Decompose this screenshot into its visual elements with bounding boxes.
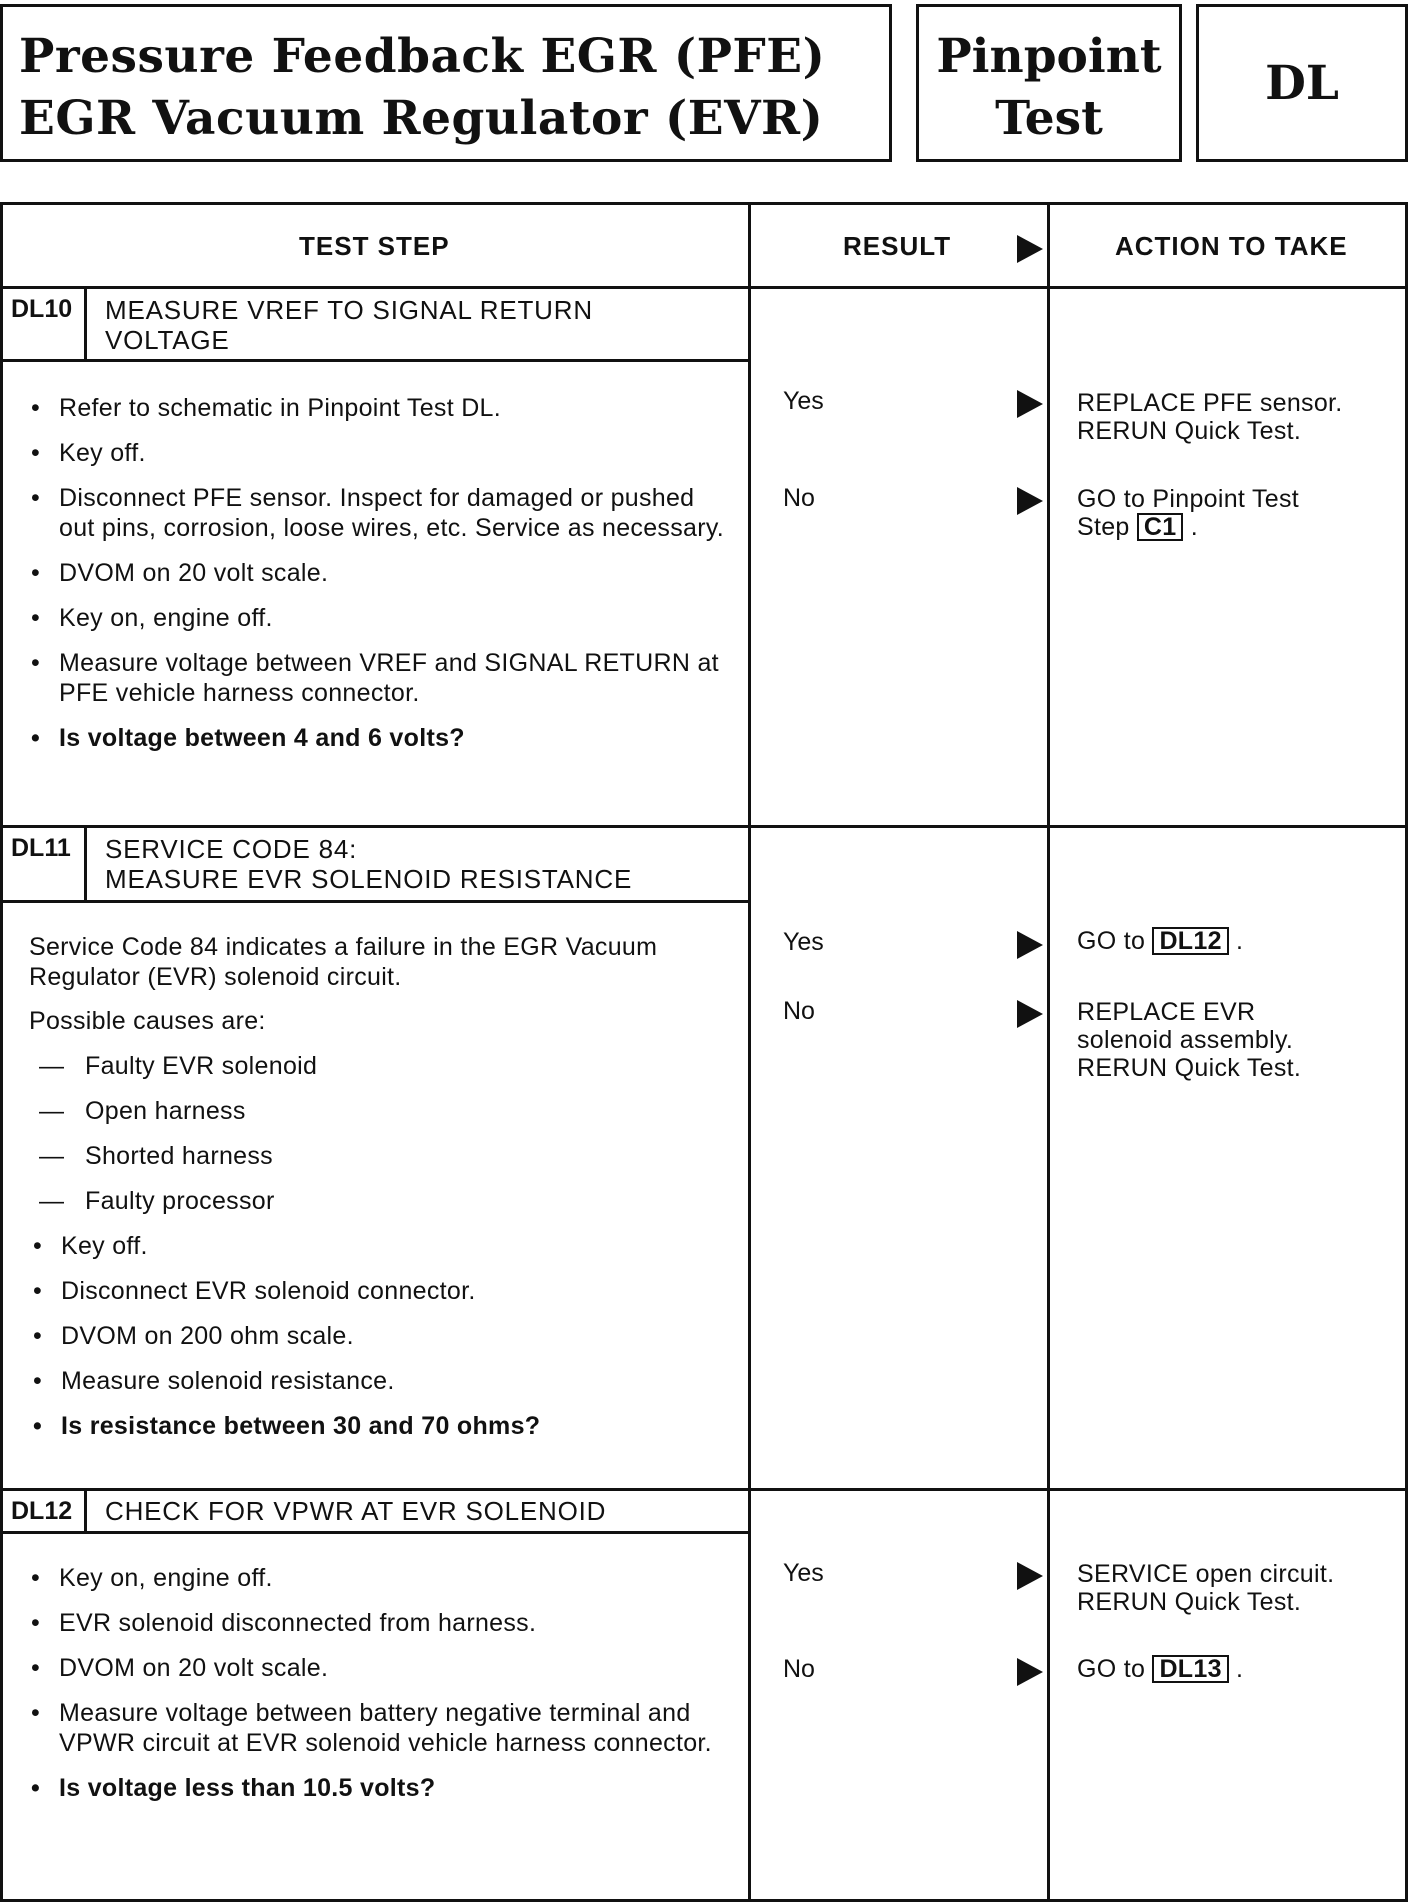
cause-item: — Faulty processor	[39, 1187, 275, 1215]
arrow-icon	[1017, 1562, 1043, 1590]
list-item: • Key on, engine off.	[31, 1564, 273, 1592]
action-text	[1077, 1655, 1397, 1683]
item-text: Measure solenoid resistance.	[61, 1367, 395, 1395]
result-yes: Yes	[783, 1559, 824, 1587]
title-line-1: Pressure Feedback EGR (PFE)	[19, 29, 826, 84]
item-text: Is voltage between 4 and 6 volts?	[59, 724, 465, 752]
list-item: • Refer to schematic in Pinpoint Test DL.	[31, 394, 501, 422]
step-instructions	[27, 393, 737, 768]
step-title-line: MEASURE EVR SOLENOID RESISTANCE	[105, 864, 633, 894]
item-text: Measure voltage between battery negative terminal and VPWR circuit at EVR solenoid vehicle harness connector.	[59, 1699, 712, 1757]
test-label: Test	[995, 91, 1103, 146]
action-line	[1077, 513, 1397, 541]
test-code-box	[1196, 4, 1408, 162]
list-item: • Disconnect PFE sensor. Inspect for damaged or pushed out pins, corrosion, loose wires, etc. Service as necessary.	[31, 484, 725, 542]
step-title	[105, 1496, 606, 1526]
list-item: • EVR solenoid disconnected from harness.	[31, 1609, 537, 1637]
item-text: Is voltage less than 10.5 volts?	[59, 1774, 436, 1802]
item-text: Is resistance between 30 and 70 ohms?	[61, 1412, 541, 1440]
item-text: Key on, engine off.	[59, 604, 273, 632]
list-item: • Key off.	[33, 1232, 148, 1260]
action-prefix: Step	[1077, 513, 1130, 541]
intro-text: Service Code 84 indicates a failure in the EGR Vacuum Regulator (EVR) solenoid circuit.	[29, 933, 658, 991]
action-prefix: GO to	[1077, 927, 1146, 955]
question-item: • Is voltage less than 10.5 volts?	[31, 1774, 436, 1802]
item-text: DVOM on 200 ohm scale.	[61, 1322, 354, 1350]
step-header	[3, 289, 751, 362]
column-header-test-step: TEST STEP	[299, 231, 450, 261]
step-instructions	[29, 932, 739, 1456]
cause-text: Faulty processor	[85, 1187, 275, 1215]
arrow-icon	[1017, 390, 1043, 418]
list-item: • Disconnect EVR solenoid connector.	[33, 1277, 476, 1305]
column-header-action: ACTION TO TAKE	[1115, 231, 1348, 261]
item-text: DVOM on 20 volt scale.	[59, 559, 329, 587]
test-code: DL	[1265, 55, 1339, 111]
action-line: RERUN Quick Test.	[1077, 1054, 1302, 1082]
action-text	[1077, 485, 1397, 541]
arrow-icon	[1017, 1000, 1043, 1028]
title-box	[0, 4, 892, 162]
item-text: Measure voltage between VREF and SIGNAL RETURN at PFE vehicle harness connector.	[59, 649, 719, 707]
step-title-line: MEASURE VREF TO SIGNAL RETURN	[105, 295, 593, 325]
step-title	[105, 834, 632, 894]
result-no: No	[783, 1655, 815, 1683]
test-table	[0, 202, 1408, 1902]
item-text: Disconnect PFE sensor. Inspect for damaged or pushed out pins, corrosion, loose wires, etc. Service as necessary.	[59, 484, 725, 542]
action-suffix: .	[1236, 927, 1244, 955]
title-line-2: EGR Vacuum Regulator (EVR)	[19, 91, 824, 146]
arrow-icon	[1017, 931, 1043, 959]
column-divider	[1047, 205, 1050, 1899]
list-item: • Measure voltage between VREF and SIGNAL RETURN at PFE vehicle harness connector.	[31, 649, 719, 707]
list-item: • DVOM on 20 volt scale.	[31, 559, 329, 587]
action-line: SERVICE open circuit.	[1077, 1560, 1335, 1588]
action-line: solenoid assembly.	[1077, 1026, 1294, 1054]
item-text: Key off.	[59, 439, 146, 467]
step-header	[3, 1491, 751, 1534]
action-line: RERUN Quick Test.	[1077, 1588, 1302, 1616]
list-item: • Measure voltage between battery negative terminal and VPWR circuit at EVR solenoid vehicle harness connector.	[31, 1699, 712, 1757]
item-text: Key off.	[61, 1232, 148, 1260]
result-no: No	[783, 997, 815, 1025]
action-text	[1077, 1560, 1397, 1616]
action-line: REPLACE EVR	[1077, 998, 1256, 1026]
step-id: DL10	[3, 289, 87, 359]
list-item: • DVOM on 20 volt scale.	[31, 1654, 329, 1682]
pinpoint-label: Pinpoint	[936, 29, 1162, 84]
result-yes: Yes	[783, 387, 824, 415]
list-item: • DVOM on 200 ohm scale.	[33, 1322, 354, 1350]
cause-text: Faulty EVR solenoid	[85, 1052, 318, 1080]
step-title-line: SERVICE CODE 84:	[105, 834, 358, 864]
item-text: Key on, engine off.	[59, 1564, 273, 1592]
list-item: • Key on, engine off.	[31, 604, 273, 632]
action-suffix: .	[1236, 1655, 1244, 1683]
item-text: EVR solenoid disconnected from harness.	[59, 1609, 537, 1637]
causes-label: Possible causes are:	[29, 1007, 266, 1035]
question-item: • Is resistance between 30 and 70 ohms?	[33, 1412, 541, 1440]
step-reference[interactable]: C1	[1137, 513, 1184, 541]
step-instructions	[27, 1563, 737, 1818]
action-line: GO to Pinpoint Test	[1077, 485, 1300, 513]
column-divider	[748, 205, 751, 1899]
list-item: • Key off.	[31, 439, 146, 467]
cause-text: Shorted harness	[85, 1142, 273, 1170]
action-text	[1077, 927, 1397, 955]
step-reference[interactable]: DL13	[1152, 1655, 1228, 1683]
step-title-line: CHECK FOR VPWR AT EVR SOLENOID	[105, 1496, 607, 1526]
cause-item: — Faulty EVR solenoid	[39, 1052, 318, 1080]
step-header	[3, 828, 751, 903]
step-id: DL11	[3, 828, 87, 900]
list-item: • Measure solenoid resistance.	[33, 1367, 395, 1395]
question-item: • Is voltage between 4 and 6 volts?	[31, 724, 465, 752]
item-text: Refer to schematic in Pinpoint Test DL.	[59, 394, 501, 422]
step-id: DL12	[3, 1491, 87, 1531]
action-suffix: .	[1190, 513, 1198, 541]
step-reference[interactable]: DL12	[1152, 927, 1228, 955]
cause-text: Open harness	[85, 1097, 246, 1125]
arrow-icon	[1017, 487, 1043, 515]
action-text	[1077, 389, 1397, 445]
action-line: RERUN Quick Test.	[1077, 417, 1302, 445]
action-text	[1077, 998, 1397, 1082]
step-title-line: VOLTAGE	[105, 325, 230, 355]
cause-item: — Shorted harness	[39, 1142, 273, 1170]
column-header-result: RESULT	[843, 231, 952, 261]
step-title	[105, 295, 593, 355]
pinpoint-box	[916, 4, 1182, 162]
result-yes: Yes	[783, 928, 824, 956]
action-line: REPLACE PFE sensor.	[1077, 389, 1343, 417]
item-text: DVOM on 20 volt scale.	[59, 1654, 329, 1682]
item-text: Disconnect EVR solenoid connector.	[61, 1277, 476, 1305]
cause-item: — Open harness	[39, 1097, 246, 1125]
arrow-icon	[1017, 235, 1043, 263]
result-no: No	[783, 484, 815, 512]
arrow-icon	[1017, 1658, 1043, 1686]
action-prefix: GO to	[1077, 1655, 1146, 1683]
